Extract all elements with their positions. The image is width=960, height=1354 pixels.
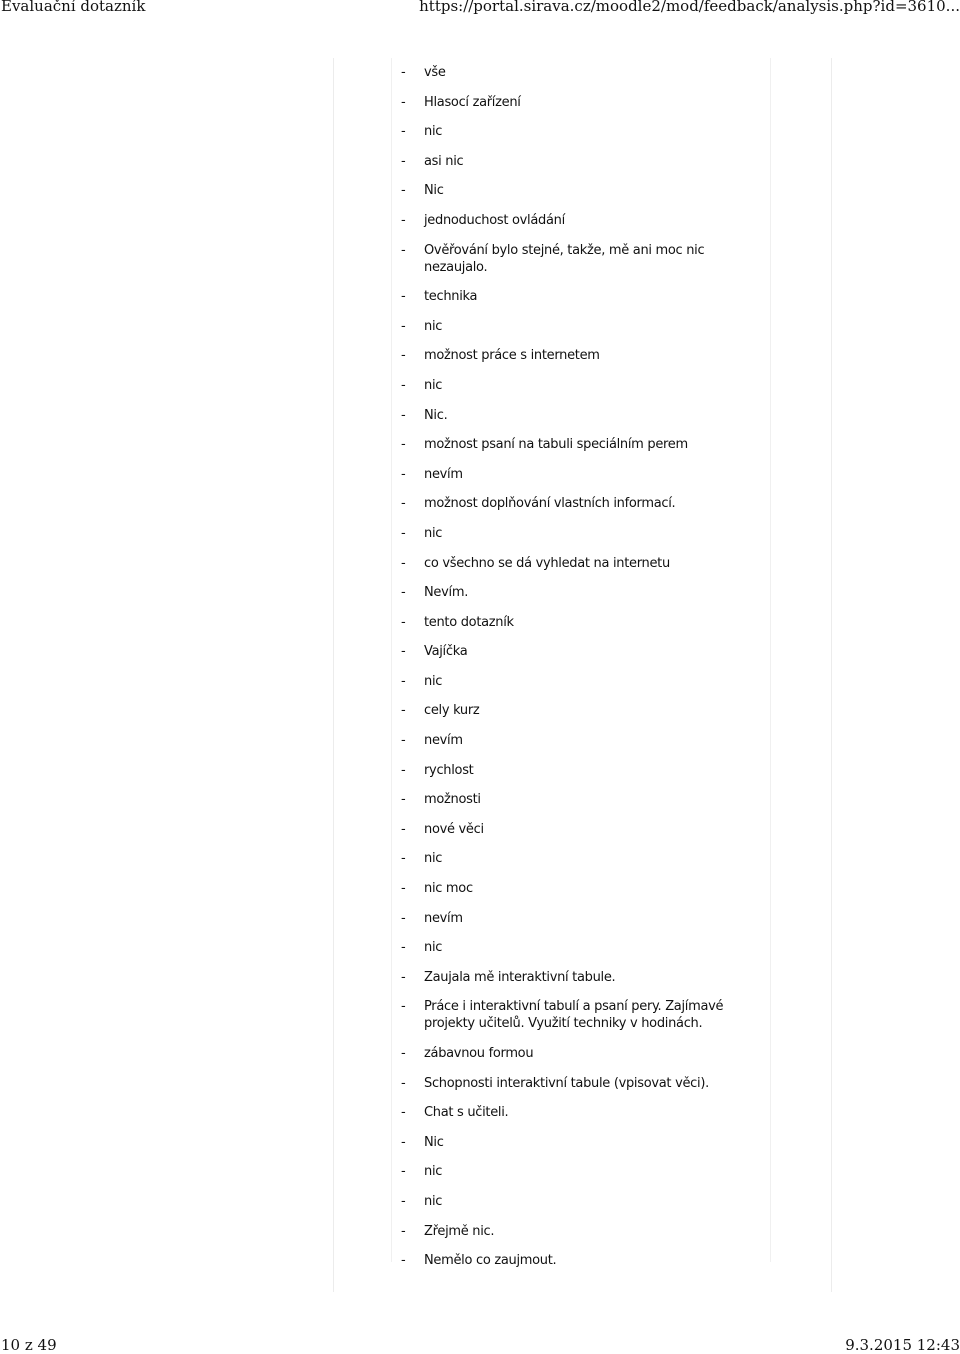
answer-text: Nevím. (424, 585, 469, 601)
answer-bullet: - (401, 348, 406, 364)
answer-text: nic (424, 940, 443, 956)
answer-item (398, 1075, 748, 1092)
answer-item (398, 1223, 748, 1240)
answer-bullet: - (401, 437, 406, 453)
answer-text: Práce i interaktivní tabulí a psaní pery. Zajímavé projekty učitelů. Využití techniky v hodinách. (424, 999, 724, 1032)
answer-text: možnost doplňování vlastních informací. (424, 496, 676, 512)
answer-text: možnost psaní na tabuli speciálním perem (424, 437, 688, 453)
answer-item (398, 153, 748, 170)
answer-item (398, 64, 748, 81)
page-url: https://portal.sirava.cz/moodle2/mod/feedback/analysis.php?id=3610... (419, 0, 960, 15)
answer-bullet: - (401, 65, 406, 80)
answer-bullet: - (401, 940, 406, 956)
answer-text: nic (424, 1193, 443, 1209)
answer-text: rychlost (424, 762, 474, 778)
answer-text: Zaujala mě interaktivní tabule. (424, 969, 616, 985)
answer-text: co všechno se dá vyhledat na internetu (424, 555, 670, 571)
answer-text: možnost práce s internetem (424, 348, 600, 364)
answer-item (398, 702, 748, 719)
feedback-answer-list (398, 64, 748, 1282)
page-title: Evaluační dotazník (1, 0, 146, 15)
answer-bullet: - (401, 1164, 406, 1180)
answer-text: vše (424, 65, 446, 80)
answer-bullet: - (401, 1046, 406, 1061)
answer-text: nevím (424, 733, 463, 749)
answer-text: Nic. (424, 407, 448, 423)
answer-bullet: - (401, 1134, 406, 1150)
answer-text: asi nic (424, 153, 464, 169)
answer-bullet: - (401, 585, 406, 601)
answer-text: nevím (424, 910, 463, 926)
answer-item (398, 212, 748, 229)
answer-bullet: - (401, 94, 406, 110)
answer-item (398, 436, 748, 453)
answer-bullet: - (401, 1253, 406, 1269)
answer-text: Vajíčka (424, 644, 468, 660)
answer-item (398, 791, 748, 808)
answer-text: tento dotazník (424, 614, 514, 630)
answer-item (398, 288, 748, 305)
answer-bullet: - (401, 466, 406, 482)
answer-bullet: - (401, 496, 406, 512)
print-footer (0, 1336, 960, 1354)
answer-item (398, 998, 748, 1032)
answer-text: možnosti (424, 792, 481, 808)
answer-item (398, 939, 748, 956)
answer-bullet: - (401, 821, 406, 837)
answer-item (398, 525, 748, 542)
answer-text: zábavnou formou (424, 1046, 534, 1061)
answer-text: nevím (424, 466, 463, 482)
answer-bullet: - (401, 792, 406, 808)
answer-bullet: - (401, 1105, 406, 1121)
answer-bullet: - (401, 1223, 406, 1239)
answer-text: Hlasocí zařízení (424, 94, 521, 110)
answer-text: nové věci (424, 821, 484, 837)
answer-item (398, 762, 748, 779)
answer-text: Ověřování bylo stejné, takže, mě ani moc nic nezaujalo. (424, 242, 705, 275)
answer-text: Chat s učiteli. (424, 1105, 509, 1121)
answer-item (398, 182, 748, 199)
answer-item (398, 673, 748, 690)
answer-bullet: - (401, 1193, 406, 1209)
answer-bullet: - (401, 762, 406, 778)
answer-bullet: - (401, 124, 406, 140)
answer-item (398, 1104, 748, 1121)
answer-bullet: - (401, 407, 406, 423)
answer-text: nic (424, 525, 443, 541)
answer-bullet: - (401, 212, 406, 228)
answer-item (398, 1045, 748, 1062)
answer-text: Nemělo co zaujmout. (424, 1253, 557, 1269)
answer-item (398, 850, 748, 867)
answer-text: nic moc (424, 881, 473, 897)
answer-item (398, 555, 748, 572)
answer-item (398, 318, 748, 335)
answer-item (398, 123, 748, 140)
answer-text: technika (424, 289, 478, 305)
answer-item (398, 466, 748, 483)
answer-bullet: - (401, 242, 406, 258)
answer-text: nic (424, 377, 443, 393)
answer-item (398, 910, 748, 927)
answer-bullet: - (401, 703, 406, 719)
answer-item (398, 407, 748, 424)
answer-item (398, 1134, 748, 1151)
answer-text: Zřejmě nic. (424, 1223, 495, 1239)
answer-text: nic (424, 851, 443, 867)
answer-item (398, 614, 748, 631)
answer-text: Schopnosti interaktivní tabule (vpisovat věci). (424, 1075, 709, 1091)
answer-item (398, 969, 748, 986)
answer-item (398, 1193, 748, 1210)
answer-bullet: - (401, 614, 406, 630)
answer-item (398, 347, 748, 364)
answer-bullet: - (401, 1075, 406, 1091)
answer-text: nic (424, 318, 443, 334)
answer-item (398, 1252, 748, 1269)
answer-bullet: - (401, 377, 406, 393)
answer-text: jednoduchost ovládání (424, 212, 565, 228)
answer-item (398, 584, 748, 601)
answer-item (398, 495, 748, 512)
answer-item (398, 821, 748, 838)
answer-item (398, 880, 748, 897)
answer-item (398, 732, 748, 749)
answer-text: cely kurz (424, 703, 480, 719)
answer-bullet: - (401, 555, 406, 571)
answer-bullet: - (401, 153, 406, 169)
answer-bullet: - (401, 910, 406, 926)
answer-text: nic (424, 1164, 443, 1180)
answer-text: Nic (424, 1134, 444, 1150)
answer-text: nic (424, 124, 443, 140)
answer-bullet: - (401, 644, 406, 660)
answer-bullet: - (401, 851, 406, 867)
answer-bullet: - (401, 881, 406, 897)
answer-text: nic (424, 673, 443, 689)
answer-bullet: - (401, 999, 406, 1015)
answer-bullet: - (401, 673, 406, 689)
answer-bullet: - (401, 525, 406, 541)
answer-bullet: - (401, 969, 406, 985)
answer-bullet: - (401, 183, 406, 199)
answer-item (398, 643, 748, 660)
answer-item (398, 94, 748, 111)
answer-item (398, 377, 748, 394)
answer-text: Nic (424, 183, 444, 199)
answer-item (398, 242, 748, 276)
print-datetime: 9.3.2015 12:43 (845, 1336, 960, 1354)
answer-item (398, 1163, 748, 1180)
print-header (0, 0, 960, 20)
answer-bullet: - (401, 733, 406, 749)
answer-bullet: - (401, 289, 406, 305)
page-number: 10 z 49 (1, 1336, 57, 1354)
answer-bullet: - (401, 318, 406, 334)
